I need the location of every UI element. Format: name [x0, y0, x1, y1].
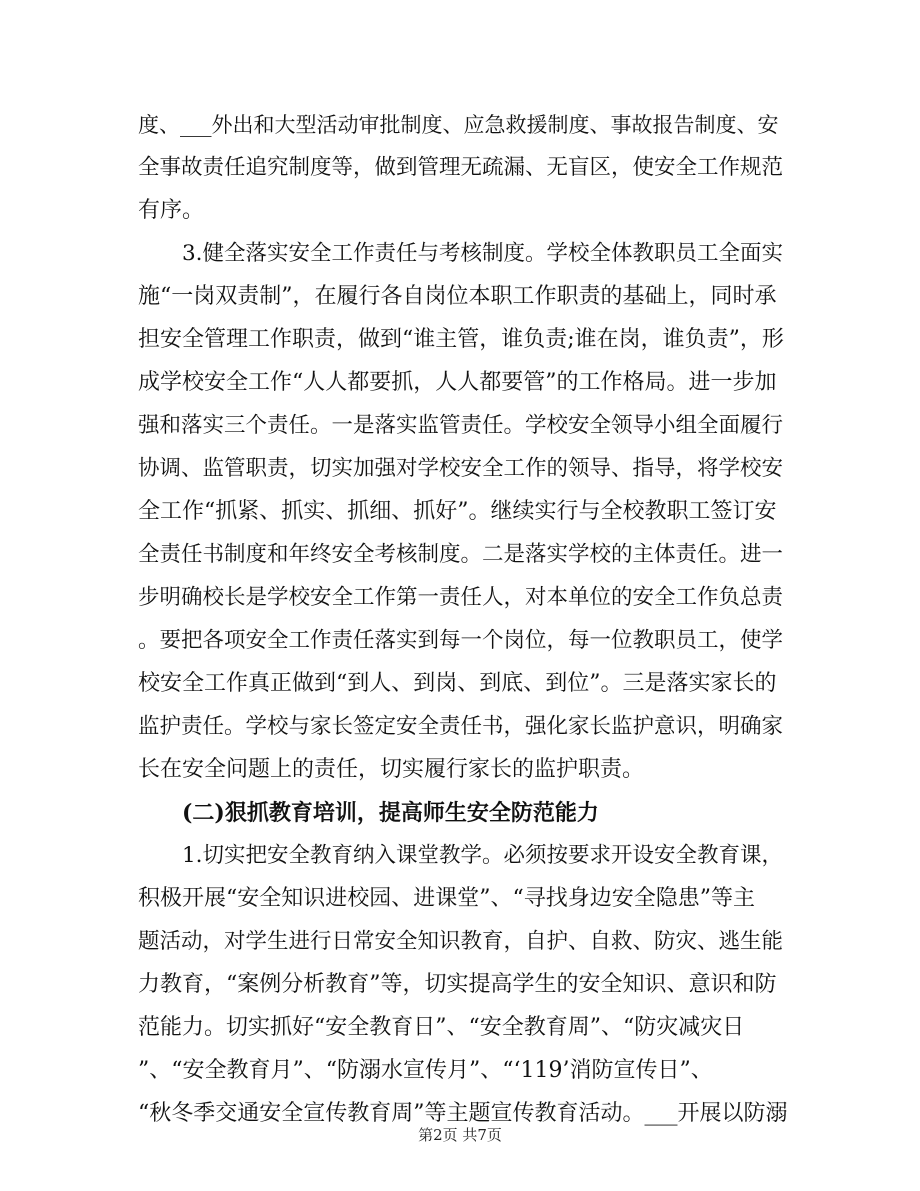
paragraph-start-line: 1.切实把安全教育纳入课堂教学。必须按要求开设安全教育课，: [182, 843, 784, 868]
body-text-line: 全工作“抓紧、抓实、抓细、抓好”。继续实行与全校教职工签订安: [138, 499, 777, 524]
body-text-line: 度、___外出和大型活动审批制度、应急救援制度、事故报告制度、安: [138, 113, 779, 137]
body-text-line: 范能力。切实抓好“安全教育日”、“安全教育周”、“防灾减灾日: [138, 1015, 745, 1040]
body-text-line: 全责任书制度和年终安全考核制度。二是落实学校的主体责任。进一: [138, 542, 784, 567]
body-text-line: 力教育，“案例分析教育”等，切实提高学生的安全知识、意识和防: [138, 972, 777, 997]
body-text-line: 全事故责任追究制度等，做到管理无疏漏、无盲区，使安全工作规范: [138, 155, 784, 180]
body-text-line: 有序。: [138, 198, 205, 223]
body-text-line: 题活动，对学生进行日常安全知识教育，自护、自救、防灾、逃生能: [138, 929, 784, 954]
body-text-line: 强和落实三个责任。一是落实监管责任。学校安全领导小组全面履行: [138, 413, 784, 438]
body-text-line: 担安全管理工作职责，做到“谁主管，谁负责;谁在岗，谁负责”，形: [138, 327, 784, 352]
body-text-line: 校安全工作真正做到“到人、到岗、到底、到位”。三是落实家长的: [138, 671, 777, 696]
body-text-line: 施“一岗双责制”，在履行各自岗位本职工作职责的基础上，同时承: [138, 284, 777, 309]
page-number-footer: 第2页 共7页: [418, 1126, 502, 1144]
section-heading: (二)狠抓教育培训，提高师生安全防范能力: [182, 800, 599, 826]
body-text-line: 积极开展“安全知识进校园、进课堂”、“寻找身边安全隐患”等主: [138, 886, 755, 911]
body-text-line: 监护责任。学校与家长签定安全责任书，强化家长监护意识，明确家: [138, 714, 784, 739]
body-text-line: 步明确校长是学校安全工作第一责任人，对本单位的安全工作负总责: [138, 585, 784, 610]
body-text-line: 成学校安全工作“人人都要抓，人人都要管”的工作格局。进一步加: [138, 370, 777, 395]
paragraph-start-line: 3.健全落实安全工作责任与考核制度。学校全体教职员工全面实: [182, 241, 784, 266]
body-text-line: 协调、监管职责，切实加强对学校安全工作的领导、指导，将学校安: [138, 456, 784, 481]
body-text-line: ”、“安全教育月”、“防溺水宣传月”、“‘119’消防宣传日”、: [138, 1058, 713, 1083]
body-text-line: “秋冬季交通安全宣传教育周”等主题宣传教育活动。___开展以防溺: [138, 1101, 788, 1126]
body-text-line: 。要把各项安全工作责任落实到每一个岗位，每一位教职员工，使学: [138, 628, 784, 653]
body-text-line: 长在安全问题上的责任，切实履行家长的监护职责。: [138, 757, 645, 782]
